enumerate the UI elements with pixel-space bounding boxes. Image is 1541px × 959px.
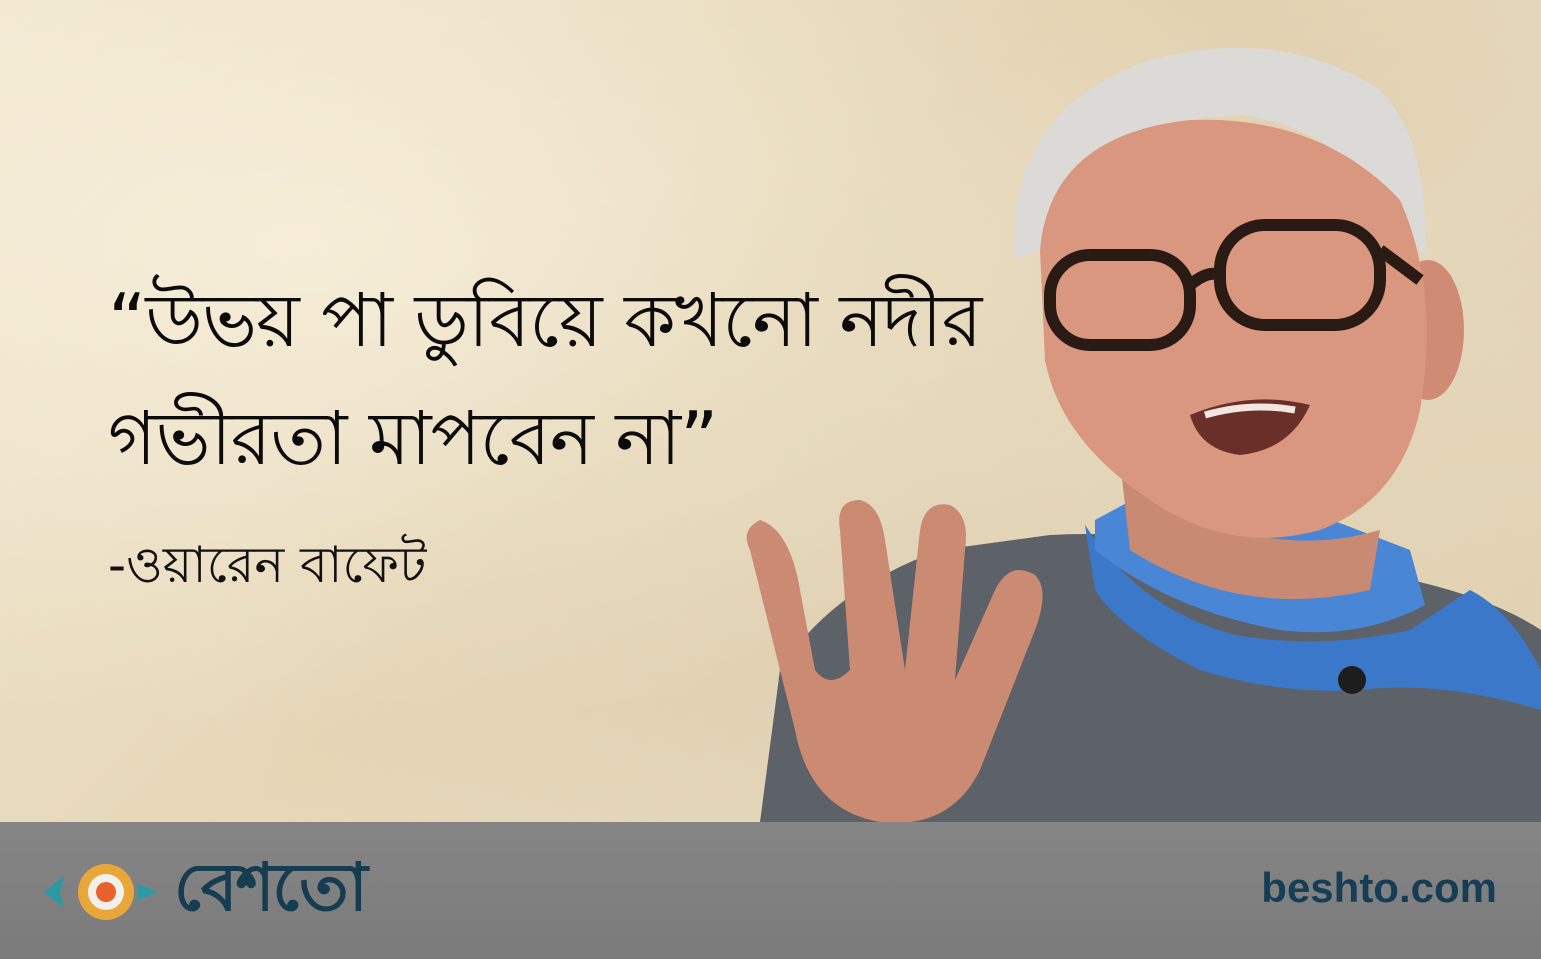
quote-line-1: “উভয় পা ডুবিয়ে কখনো নদীর (108, 278, 982, 364)
footer-bar (0, 822, 1541, 959)
brand-logo[interactable] (40, 849, 366, 932)
website-link[interactable]: beshto.com (1261, 864, 1497, 911)
beshto-logo-icon (40, 852, 160, 932)
quote-line-2: গভীরতা মাপবেন না” (108, 396, 718, 482)
brand-name: বেশতো (174, 849, 366, 926)
warren-buffett-portrait (720, 30, 1541, 822)
quote-author: -ওয়ারেন বাফেট (108, 536, 427, 594)
